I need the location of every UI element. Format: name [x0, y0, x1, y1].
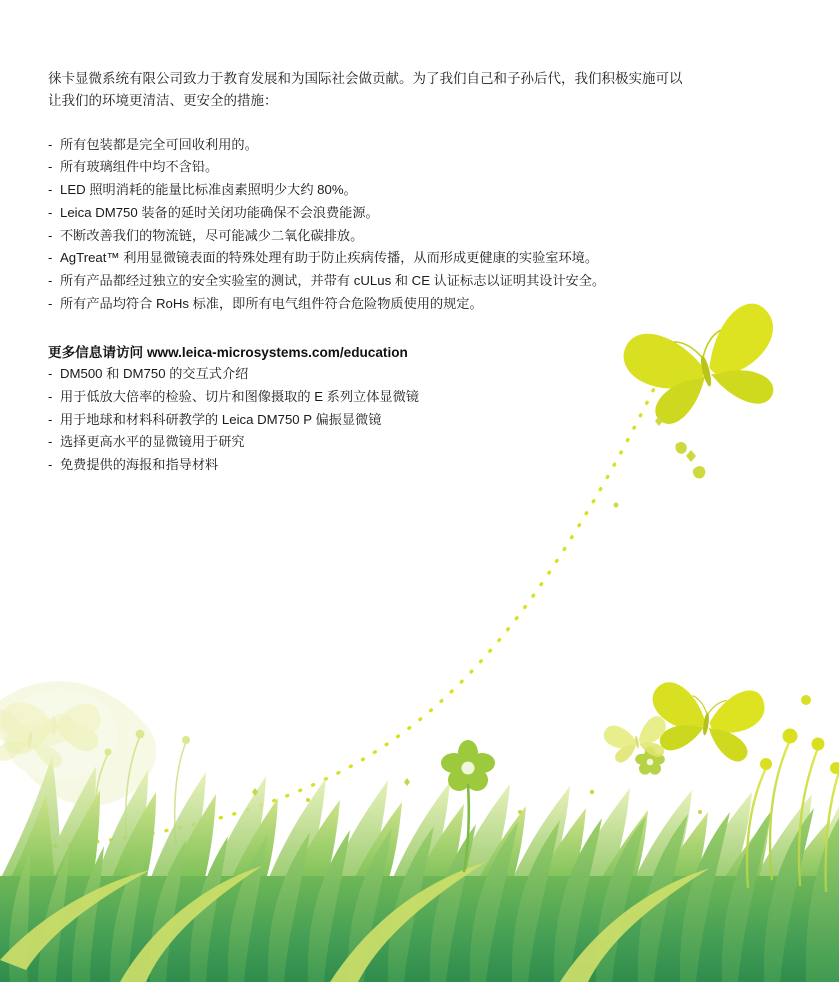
list-item [48, 202, 779, 225]
butterfly-right-small [602, 715, 671, 766]
section-spacer [48, 315, 779, 341]
grass-layer-mid [0, 790, 839, 900]
list-item-label: 所有包装都是完全可回收利用的。 [60, 136, 258, 152]
resources-list [48, 363, 779, 477]
grass-layer-front [9, 808, 839, 982]
list-item-label: Leica DM750 装备的延时关闭功能确保不会浪费能源。 [60, 204, 379, 220]
list-item [48, 270, 779, 293]
list-item [48, 225, 779, 248]
bullet-marker: - [48, 182, 53, 198]
list-item-label: 选择更高水平的显微镜用于研究 [60, 434, 245, 450]
list-item [48, 454, 779, 477]
butterfly-right-large [645, 677, 766, 764]
thin-stems-left [95, 736, 186, 848]
ground-band [0, 876, 839, 982]
list-item-label: LED 照明消耗的能量比标准卤素照明少大约 80%。 [60, 182, 357, 198]
bullet-marker: - [48, 366, 53, 382]
list-item-label: DM500 和 DM750 的交互式介绍 [60, 366, 249, 382]
bullet-marker: - [48, 136, 53, 152]
dandelion-stems-right [747, 740, 839, 892]
list-item [48, 134, 779, 157]
bullet-marker: - [48, 272, 53, 288]
bullet-marker: - [48, 457, 53, 473]
list-item-label: AgTreat™ 利用显微镜表面的特殊处理有助于防止疾病传播，从而形成更健康的实验室环境。 [60, 250, 599, 266]
grass-layer-far [0, 756, 839, 880]
list-item [48, 247, 779, 270]
list-item-label: 所有玻璃组件中均不含铅。 [60, 159, 219, 175]
grass-arched-blades [0, 862, 710, 982]
bullet-marker: - [48, 159, 53, 175]
list-item [48, 156, 779, 179]
bullet-marker: - [48, 295, 53, 311]
more-info-heading [48, 341, 779, 361]
flower-small-right [635, 747, 665, 775]
bullet-marker: - [48, 411, 53, 427]
bullet-marker: - [48, 434, 53, 450]
bullet-marker: - [48, 204, 53, 220]
bullet-marker: - [48, 227, 53, 243]
list-item [48, 431, 779, 454]
list-item-label: 用于低放大倍率的检验、切片和图像摄取的 E 系列立体显微镜 [60, 389, 419, 405]
more-info-label: 更多信息请访问 [48, 345, 144, 361]
list-item [48, 179, 779, 202]
list-item [48, 363, 779, 386]
document-content [0, 0, 839, 477]
more-info-url[interactable]: www.leica-microsystems.com/education [146, 345, 408, 361]
seed-specks [252, 778, 702, 814]
list-item-label: 所有产品均符合 RoHs 标准，即所有电气组件符合危险物质使用的规定。 [60, 295, 483, 311]
list-item [48, 386, 779, 409]
list-item-label: 所有产品都经过独立的安全实验室的测试，并带有 cULus 和 CE 认证标志以证明其设计安全。 [60, 272, 606, 288]
intro-paragraph: 徕卡显微系统有限公司致力于教育发展和为国际社会做贡献。为了我们自己和子孙后代，我们积极实施可以让我们的环境更清洁、更安全的措施： [48, 71, 683, 108]
pale-foliage-group [0, 681, 156, 806]
eco-measures-list [48, 134, 779, 316]
bullet-marker: - [48, 250, 53, 266]
flower-center [441, 740, 495, 872]
list-item [48, 293, 779, 316]
list-item-label: 用于地球和材料科研教学的 Leica DM750 P 偏振显微镜 [60, 411, 382, 427]
bullet-marker: - [48, 389, 53, 405]
dandelion-buds-right [760, 695, 839, 774]
list-item-label: 免费提供的海报和指导材料 [60, 457, 219, 473]
stem-buds-left [104, 730, 190, 756]
list-item-label: 不断改善我们的物流链，尽可能减少二氧化碳排放。 [60, 227, 364, 243]
list-item [48, 409, 779, 432]
butterfly-pale-left [1, 702, 101, 754]
butterfly-left-bottom [0, 706, 75, 769]
